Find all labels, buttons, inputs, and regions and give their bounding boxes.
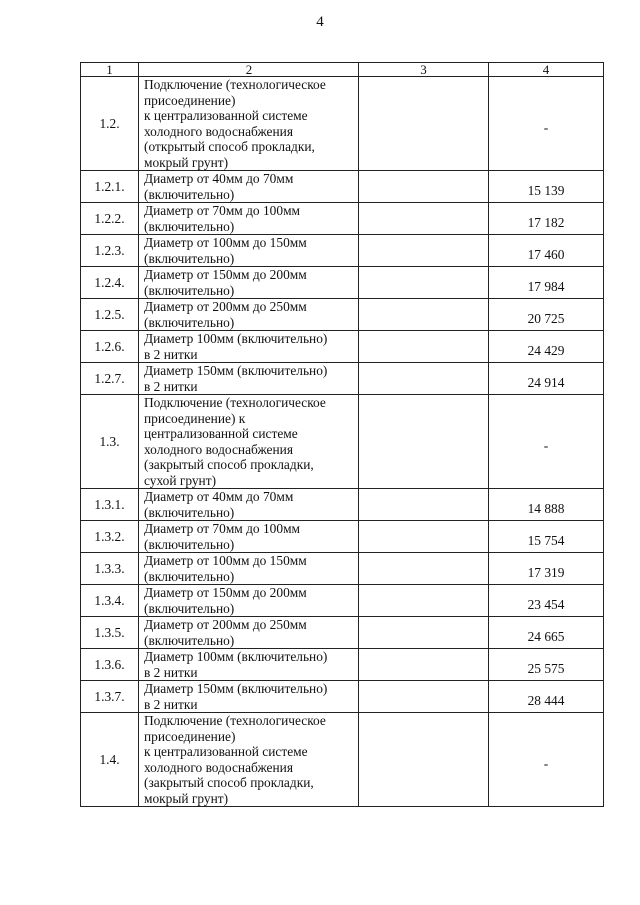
row-value-text: 24 665 — [527, 628, 565, 644]
row-description-text: Диаметр от 100мм до 150мм (включительно) — [144, 553, 307, 584]
row-description-text: Диаметр 100мм (включительно) в 2 нитки — [144, 331, 328, 362]
row-value-cell — [489, 77, 604, 171]
table-row — [81, 489, 604, 521]
row-value-cell — [489, 713, 604, 807]
row-description-cell — [139, 267, 359, 299]
header-col-2: 2 — [139, 63, 359, 77]
row-description-text: Подключение (технологическое присоединение) к централизованной системе холодного водоснабжения (закрытый способ прокладки, мокрый грунт) — [144, 713, 326, 806]
row-number-cell: 1.2.6. — [81, 331, 139, 363]
row-value-text: - — [543, 437, 549, 453]
table-row — [81, 395, 604, 489]
row-value-cell — [489, 585, 604, 617]
row-value-text: 24 429 — [527, 342, 565, 358]
row-value-cell — [489, 521, 604, 553]
row-col3-cell — [359, 235, 489, 267]
row-number-cell: 1.3.4. — [81, 585, 139, 617]
table-row — [81, 235, 604, 267]
row-col3-cell — [359, 617, 489, 649]
row-number-cell: 1.2.5. — [81, 299, 139, 331]
table-row — [81, 267, 604, 299]
row-value-text: 24 914 — [527, 374, 565, 390]
table-row — [81, 649, 604, 681]
table-row — [81, 617, 604, 649]
row-number-cell: 1.3.1. — [81, 489, 139, 521]
row-col3-cell — [359, 681, 489, 713]
table-row — [81, 713, 604, 807]
row-description-text: Диаметр от 100мм до 150мм (включительно) — [144, 235, 307, 266]
row-description-cell — [139, 681, 359, 713]
row-number-cell: 1.2.4. — [81, 267, 139, 299]
row-description-text: Диаметр от 150мм до 200мм (включительно) — [144, 585, 307, 616]
row-description-text: Диаметр от 200мм до 250мм (включительно) — [144, 617, 307, 648]
row-description-cell — [139, 489, 359, 521]
row-description-cell — [139, 363, 359, 395]
tariff-table — [80, 62, 604, 807]
row-value-cell — [489, 203, 604, 235]
row-number-cell: 1.3. — [81, 395, 139, 489]
row-number-cell: 1.2. — [81, 77, 139, 171]
table-row — [81, 171, 604, 203]
row-description-text: Диаметр 150мм (включительно) в 2 нитки — [144, 363, 328, 394]
row-value-cell — [489, 363, 604, 395]
row-value-cell — [489, 235, 604, 267]
row-value-cell — [489, 553, 604, 585]
row-number-cell: 1.3.7. — [81, 681, 139, 713]
row-col3-cell — [359, 171, 489, 203]
row-description-text: Диаметр от 200мм до 250мм (включительно) — [144, 299, 307, 330]
row-col3-cell — [359, 331, 489, 363]
row-col3-cell — [359, 395, 489, 489]
row-col3-cell — [359, 299, 489, 331]
row-number-cell: 1.2.3. — [81, 235, 139, 267]
table-row — [81, 521, 604, 553]
row-value-text: 25 575 — [527, 660, 565, 676]
page-number: 4 — [316, 14, 324, 30]
row-description-cell — [139, 521, 359, 553]
row-description-text: Диаметр 150мм (включительно) в 2 нитки — [144, 681, 328, 712]
row-number-cell: 1.4. — [81, 713, 139, 807]
row-description-cell — [139, 299, 359, 331]
header-col-3: 3 — [359, 63, 489, 77]
row-number-cell: 1.2.7. — [81, 363, 139, 395]
row-value-text: 23 454 — [527, 596, 565, 612]
row-number-cell: 1.3.5. — [81, 617, 139, 649]
row-value-text: 14 888 — [527, 500, 565, 516]
row-description-cell — [139, 649, 359, 681]
header-col-4: 4 — [489, 63, 604, 77]
table-row — [81, 553, 604, 585]
row-description-cell — [139, 553, 359, 585]
row-value-text: 20 725 — [527, 310, 565, 326]
row-description-cell — [139, 235, 359, 267]
row-description-text: Диаметр 100мм (включительно) в 2 нитки — [144, 649, 328, 680]
row-value-cell — [489, 299, 604, 331]
row-col3-cell — [359, 713, 489, 807]
row-col3-cell — [359, 77, 489, 171]
row-value-cell — [489, 171, 604, 203]
row-value-cell — [489, 617, 604, 649]
row-col3-cell — [359, 203, 489, 235]
row-value-text: 28 444 — [527, 692, 565, 708]
row-col3-cell — [359, 521, 489, 553]
row-value-text: 17 182 — [527, 214, 565, 230]
row-col3-cell — [359, 553, 489, 585]
row-description-cell — [139, 617, 359, 649]
row-description-text: Диаметр от 40мм до 70мм (включительно) — [144, 489, 294, 520]
row-col3-cell — [359, 267, 489, 299]
row-value-cell — [489, 489, 604, 521]
row-description-cell — [139, 171, 359, 203]
row-number-cell: 1.3.3. — [81, 553, 139, 585]
table-row — [81, 363, 604, 395]
row-description-cell — [139, 77, 359, 171]
row-description-cell — [139, 713, 359, 807]
row-description-text: Подключение (технологическое присоединение) к централизованной системе холодного водоснабжения (закрытый способ прокладки, сухой грунт) — [144, 395, 326, 488]
table-row — [81, 681, 604, 713]
row-number-cell: 1.3.2. — [81, 521, 139, 553]
row-value-text: 17 319 — [527, 564, 565, 580]
table-row — [81, 331, 604, 363]
row-description-text: Диаметр от 40мм до 70мм (включительно) — [144, 171, 294, 202]
row-number-cell: 1.3.6. — [81, 649, 139, 681]
row-description-text: Диаметр от 70мм до 100мм (включительно) — [144, 203, 301, 234]
row-col3-cell — [359, 649, 489, 681]
row-value-text: 17 460 — [527, 246, 565, 262]
row-col3-cell — [359, 489, 489, 521]
row-description-cell — [139, 331, 359, 363]
row-description-text: Подключение (технологическое присоединение) к централизованной системе холодного водоснабжения (открытый способ прокладки, мокрый грунт) — [144, 77, 326, 170]
table-row — [81, 77, 604, 171]
row-value-text: 17 984 — [527, 278, 565, 294]
row-value-text: - — [543, 755, 549, 771]
row-value-text: - — [543, 119, 549, 135]
header-col-1: 1 — [81, 63, 139, 77]
row-description-text: Диаметр от 70мм до 100мм (включительно) — [144, 521, 301, 552]
row-description-cell — [139, 203, 359, 235]
row-value-cell — [489, 681, 604, 713]
table-row — [81, 299, 604, 331]
row-value-cell — [489, 395, 604, 489]
row-number-cell: 1.2.1. — [81, 171, 139, 203]
table-row — [81, 585, 604, 617]
row-description-cell — [139, 395, 359, 489]
row-description-text: Диаметр от 150мм до 200мм (включительно) — [144, 267, 307, 298]
row-value-text: 15 754 — [527, 532, 565, 548]
row-col3-cell — [359, 363, 489, 395]
row-value-cell — [489, 649, 604, 681]
table-row — [81, 203, 604, 235]
row-value-cell — [489, 267, 604, 299]
row-col3-cell — [359, 585, 489, 617]
row-value-cell — [489, 331, 604, 363]
table-header-row — [81, 63, 604, 77]
row-number-cell: 1.2.2. — [81, 203, 139, 235]
row-value-text: 15 139 — [527, 182, 565, 198]
row-description-cell — [139, 585, 359, 617]
